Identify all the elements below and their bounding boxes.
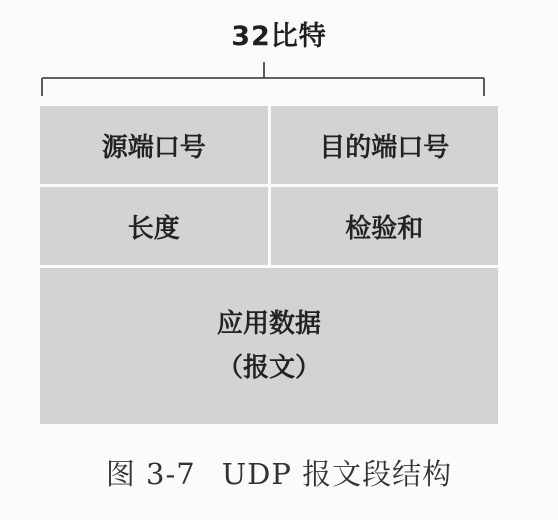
length-field: [40, 187, 268, 265]
figure-number: 图 3-7: [105, 457, 196, 491]
application-data-field: [40, 268, 498, 424]
dest-port-label: 目的端口号: [319, 132, 450, 163]
dest-port-field: [271, 106, 499, 184]
figure-title: UDP 报文段结构: [221, 457, 453, 491]
length-label: 长度: [127, 213, 180, 244]
source-port-label: 源端口号: [101, 132, 206, 163]
application-data-sublabel: （报文）: [216, 353, 321, 383]
bit-width-bracket: [40, 62, 486, 98]
bit-width-label: 32比特: [231, 21, 327, 52]
udp-segment-diagram: [40, 106, 498, 424]
figure-caption: [0, 452, 558, 493]
checksum-field: [271, 187, 499, 265]
source-port-field: [40, 106, 268, 184]
application-data-label: 应用数据: [216, 309, 321, 339]
checksum-label: 检验和: [345, 213, 424, 244]
